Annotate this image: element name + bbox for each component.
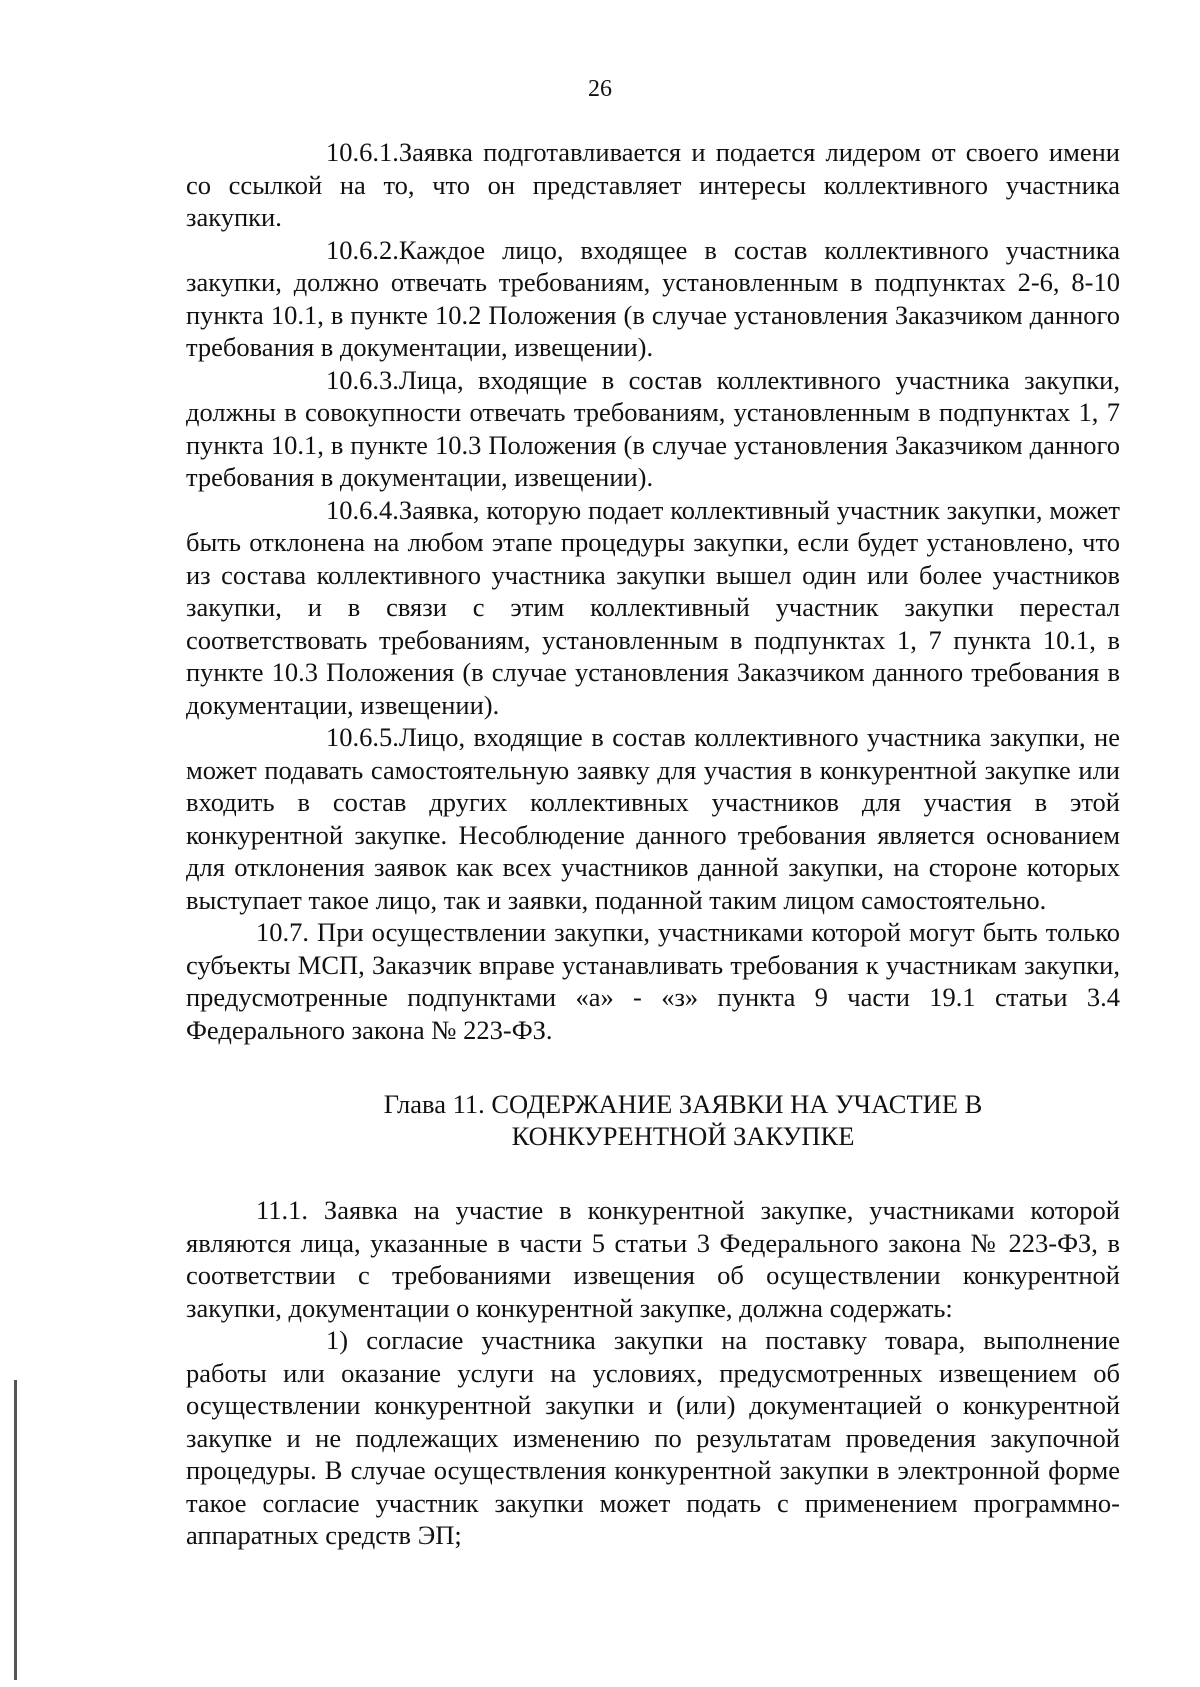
page-body [186,136,1120,1552]
chapter-heading [186,1088,1120,1152]
section-number: 10.6.3. [326,364,399,395]
paragraph-10-7: 10.7. При осуществлении закупки, участниками которой могут быть только субъекты МСП, Заказчик вправе устанавливать требования к участникам закупки, предусмотренные подпунктами «а» - «з» пункта 9 части 19.1 статьи 3.4 Федерального закона № 223-ФЗ. [186,917,1120,1045]
section-text: Каждое лицо, входящее в состав коллективного участника закупки, должно отвечать требованиям, установленным в подпунктах 2-6, 8-10 пункта 10.1, в пункте 10.2 Положения (в случае установления Заказчиком данного требования в документации, извещении). [186,234,1120,362]
section-10-6-1 [186,136,1120,234]
section-10-6-2 [186,234,1120,364]
section-number: 10.6.5. [326,722,399,752]
section-text: Лица, входящие в состав коллективного участника закупки, должны в совокупности отвечать требованиям, установленным в подпунктах 1, 7 пункта 10.1, в пункте 10.3 Положения (в случае установления Заказчиком данного требования в документации, извещении). [186,364,1120,492]
section-number: 10.6.1. [326,137,399,167]
list-item-1 [186,1324,1120,1552]
scan-edge-mark [14,1380,17,1680]
list-item-number: 1) [326,1325,349,1355]
section-text: Заявка подготавливается и подается лидером от своего имени со ссылкой на то, что он представляет интересы коллективного участника закупки. [186,137,1120,232]
list-item-text: согласие участника закупки на поставку товара, выполнение работы или оказание услуги на условиях, предусмотренных извещением об осуществлении конкурентной закупки и (или) документацией о конкурентной закупке и не подлежащих изменению по результатам проведения закупочной процедуры. В случае осуществления конкурентной закупки в электронной форме такое согласие участник закупки может подать с применением программно-аппаратных средств ЭП; [186,1325,1121,1550]
section-number: 10.6.2. [326,234,399,265]
section-number: 10.6.4. [326,494,399,525]
chapter-heading-line-2: КОНКУРЕНТНОЙ ЗАКУПКЕ [511,1121,855,1151]
paragraph-11-1: 11.1. Заявка на участие в конкурентной закупке, участниками которой являются лица, указанные в части 5 статьи 3 Федерального закона № 223-ФЗ, в соответствии с требованиями извещения об осуществлении конкурентной закупки, документации о конкурентной закупке, должна содержать: [186,1195,1120,1323]
section-text: Лицо, входящие в состав коллективного участника закупки, не может подавать самостоятельную заявку для участия в конкурентной закупке или входить в состав других коллективных участников для участия в этой конкурентной закупке. Несоблюдение данного требования является основанием для отклонения заявок как всех участников данной закупки, на стороне которых выступает такое лицо, так и заявки, поданной таким лицом самостоятельно. [186,722,1120,915]
chapter-heading-line-1: Глава 11. СОДЕРЖАНИЕ ЗАЯВКИ НА УЧАСТИЕ В [383,1089,983,1119]
section-text: Заявка, которую подает коллективный участник закупки, может быть отклонена на любом этапе процедуры закупки, если будет установлено, что из состава коллективного участника закупки вышел один или более участников закупки, и в связи с этим коллективный участник закупки перестал соответствовать требованиям, установленным в подпунктах 1, 7 пункта 10.1, в пункте 10.3 Положения (в случае установления Заказчиком данного требования в документации, извещении). [186,494,1120,720]
page-number: 26 [588,76,612,102]
section-10-6-3 [186,364,1120,494]
section-10-6-4 [186,494,1120,722]
section-10-6-5 [186,721,1120,916]
